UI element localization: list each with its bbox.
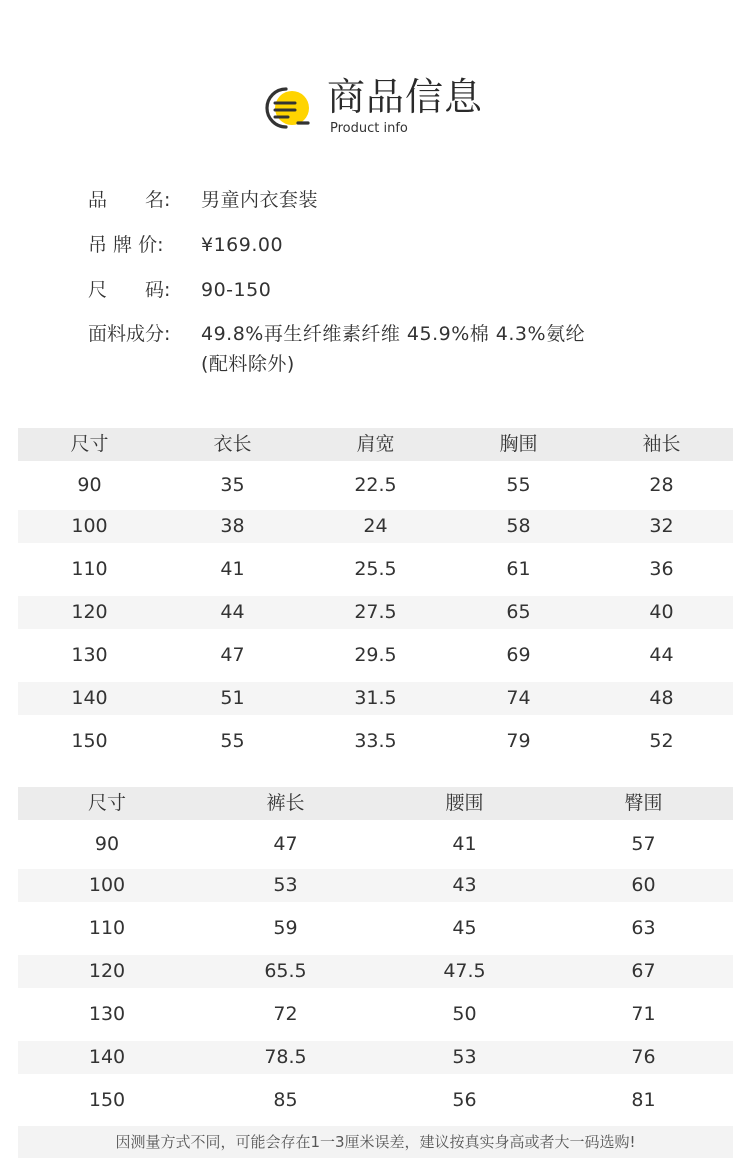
table-cell: 57 — [631, 833, 656, 855]
page-title: 商品信息 — [327, 75, 484, 119]
table-cell: 44 — [220, 601, 245, 623]
table-cell: 130 — [88, 1003, 126, 1025]
table-cell: 52 — [649, 730, 674, 752]
table-cell: 90 — [77, 474, 102, 496]
table-header-cell: 袖长 — [642, 433, 681, 455]
table-cell: 40 — [649, 601, 674, 623]
table-cell: 100 — [71, 515, 108, 537]
table-cell: 140 — [71, 687, 108, 709]
table-row — [18, 553, 733, 586]
table-row — [18, 998, 733, 1031]
table-cell: 130 — [71, 644, 108, 666]
table-cell: 140 — [88, 1046, 126, 1068]
table-row — [18, 725, 733, 758]
table-cell: 22.5 — [354, 474, 397, 496]
table-row — [18, 510, 733, 543]
table-cell: 60 — [631, 874, 656, 896]
table-row — [18, 1084, 733, 1117]
table-cell: 110 — [88, 917, 126, 939]
table-cell: 100 — [88, 874, 126, 896]
table-header-cell: 胸围 — [499, 433, 538, 455]
table-cell: 81 — [631, 1089, 656, 1111]
table-header-cell: 肩宽 — [356, 433, 395, 455]
table-cell: 44 — [649, 644, 674, 666]
document-lines-icon — [262, 84, 314, 132]
table-cell: 67 — [631, 960, 656, 982]
table-row — [18, 912, 733, 945]
table-cell: 74 — [506, 687, 531, 709]
info-label: 品 名: — [88, 189, 171, 211]
info-value: 90-150 — [201, 279, 272, 301]
table-header-cell: 腰围 — [445, 792, 484, 814]
table-row — [18, 469, 733, 502]
table-cell: 41 — [220, 558, 245, 580]
table-header-cell: 臀围 — [624, 792, 663, 814]
info-value-note: (配料除外) — [201, 353, 295, 375]
table-cell: 69 — [506, 644, 531, 666]
table-cell: 61 — [506, 558, 531, 580]
table-cell: 50 — [452, 1003, 477, 1025]
table-cell: 38 — [220, 515, 245, 537]
table-cell: 28 — [649, 474, 674, 496]
table-cell: 32 — [649, 515, 674, 537]
table-cell: 90 — [94, 833, 120, 855]
table-cell: 25.5 — [354, 558, 397, 580]
measurement-note: 因测量方式不同，可能会存在1一3厘米误差，建议按真实身高或者大一码选购! — [18, 1126, 733, 1158]
table-cell: 110 — [71, 558, 108, 580]
table-row — [18, 869, 733, 902]
table-cell: 48 — [649, 687, 674, 709]
info-value: 男童内衣套装 — [201, 189, 319, 211]
table-cell: 47.5 — [443, 960, 486, 982]
info-row-fabric — [88, 319, 708, 379]
info-row-price — [88, 230, 283, 260]
table-header-cell: 衣长 — [213, 433, 252, 455]
table-cell: 55 — [506, 474, 531, 496]
table-header-cell: 尺寸 — [87, 792, 126, 814]
table-cell: 36 — [649, 558, 674, 580]
table-row — [18, 596, 733, 629]
table-cell: 29.5 — [354, 644, 397, 666]
info-row-name — [88, 185, 318, 215]
table-cell: 24 — [363, 515, 388, 537]
bottom-size-table — [18, 787, 733, 1117]
table-cell: 120 — [88, 960, 126, 982]
info-label: 尺 码: — [88, 279, 171, 301]
table-cell: 63 — [631, 917, 656, 939]
table-cell: 71 — [631, 1003, 656, 1025]
info-row-size — [88, 275, 271, 305]
table-cell: 55 — [220, 730, 245, 752]
info-value: 49.8%再生纤维素纤维 45.9%棉 4.3%氨纶 — [201, 323, 586, 345]
table-cell: 45 — [452, 917, 477, 939]
table-row — [18, 639, 733, 672]
table-cell: 53 — [452, 1046, 477, 1068]
info-label: 吊 牌 价: — [88, 234, 164, 256]
table-cell: 120 — [71, 601, 108, 623]
table-row — [18, 828, 733, 861]
page-subtitle: Product info — [330, 121, 408, 136]
table-row — [18, 955, 733, 988]
table-cell: 58 — [506, 515, 531, 537]
table-cell: 33.5 — [354, 730, 397, 752]
table-cell: 85 — [273, 1089, 298, 1111]
table-cell: 65 — [506, 601, 531, 623]
top-size-table — [18, 428, 733, 758]
table-cell: 31.5 — [354, 687, 397, 709]
table-header-row — [18, 428, 733, 461]
table-row — [18, 682, 733, 715]
table-cell: 79 — [506, 730, 531, 752]
section-header — [0, 70, 750, 140]
table-cell: 56 — [452, 1089, 477, 1111]
table-cell: 47 — [220, 644, 245, 666]
table-cell: 35 — [220, 474, 245, 496]
info-label: 面料成分: — [88, 323, 171, 345]
table-cell: 47 — [273, 833, 298, 855]
table-cell: 41 — [452, 833, 477, 855]
table-cell: 72 — [273, 1003, 298, 1025]
table-header-cell: 尺寸 — [70, 433, 109, 455]
table-cell: 27.5 — [354, 601, 397, 623]
table-cell: 59 — [273, 917, 298, 939]
table-row — [18, 1041, 733, 1074]
table-header-cell: 裤长 — [266, 792, 305, 814]
table-cell: 150 — [71, 730, 108, 752]
table-cell: 150 — [88, 1089, 126, 1111]
table-cell: 65.5 — [264, 960, 307, 982]
table-cell: 43 — [452, 874, 477, 896]
table-header-row — [18, 787, 733, 820]
table-cell: 76 — [631, 1046, 656, 1068]
info-value: ¥169.00 — [201, 234, 284, 256]
table-cell: 78.5 — [264, 1046, 307, 1068]
table-cell: 53 — [273, 874, 298, 896]
table-cell: 51 — [220, 687, 245, 709]
